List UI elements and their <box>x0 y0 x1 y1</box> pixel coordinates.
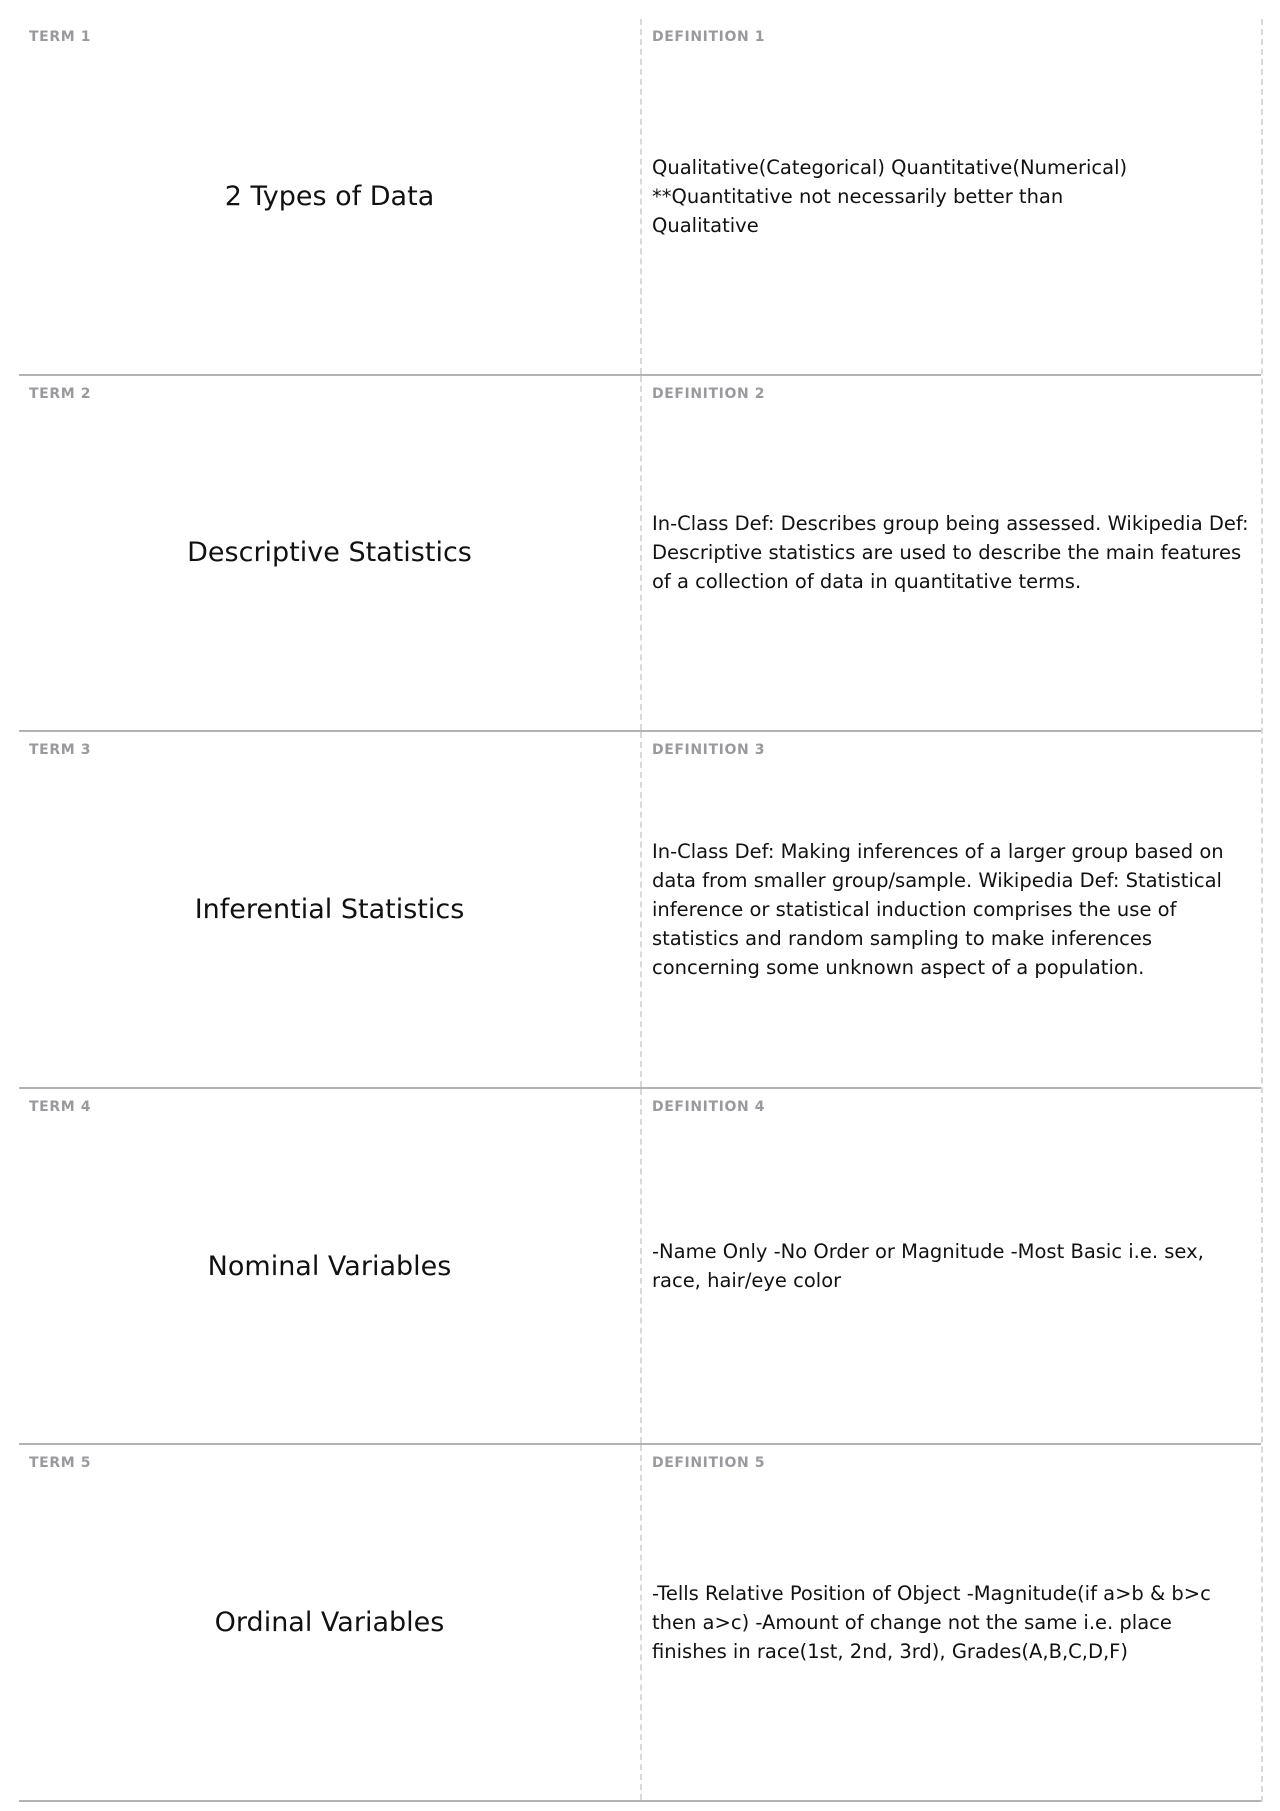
definition-cell <box>642 376 1261 731</box>
term-text: Inferential Statistics <box>194 893 465 925</box>
definition-text: In-Class Def: Describes group being assessed. Wikipedia Def: Descriptive statistics are used to describe the main features of a collection of data in quantitative terms. <box>652 512 1249 594</box>
definition-text: Qualitative(Categorical) Quantitative(Numerical) **Quantitative not necessarily better than Qualitative <box>652 155 1128 237</box>
definition-cell <box>642 19 1261 374</box>
definition-cell <box>642 732 1261 1087</box>
definition-label: DEFINITION 5 <box>652 1455 766 1472</box>
term-label: TERM 3 <box>29 742 92 759</box>
definition-text-wrap <box>652 1445 1251 1800</box>
flashcard-sheet <box>19 19 1263 1802</box>
term-text: Ordinal Variables <box>214 1607 445 1639</box>
flashcard-row <box>19 732 1261 1089</box>
term-cell <box>19 1445 642 1800</box>
definition-text-wrap <box>652 1089 1251 1444</box>
flashcard-row <box>19 376 1261 733</box>
definition-label: DEFINITION 3 <box>652 742 766 759</box>
definition-text-wrap <box>652 19 1251 374</box>
definition-text: -Tells Relative Position of Object -Magnitude(if a>b & b>c then a>c) -Amount of change not the same i.e. place finishes in race(1st, 2nd, 3rd), Grades(A,B,C,D,F) <box>652 1582 1211 1664</box>
term-label: TERM 1 <box>29 29 92 45</box>
definition-cell <box>642 1445 1261 1800</box>
definition-cell <box>642 1089 1261 1444</box>
term-cell <box>19 1089 642 1444</box>
term-text: Descriptive Statistics <box>187 537 472 569</box>
definition-text-wrap <box>652 376 1251 731</box>
definition-text: In-Class Def: Making inferences of a larger group based on data from smaller group/sample. Wikipedia Def: Statistical inference or statistical induction comprises the use of statistics and random sampling to make inferences concerning some unknown aspect of a population. <box>652 839 1224 979</box>
definition-label: DEFINITION 2 <box>652 385 766 402</box>
flashcard-row <box>19 1089 1261 1446</box>
term-cell <box>19 19 642 374</box>
definition-label: DEFINITION 4 <box>652 1098 766 1115</box>
definition-label: DEFINITION 1 <box>652 29 766 45</box>
term-cell <box>19 376 642 731</box>
flashcard-row <box>19 19 1261 376</box>
term-label: TERM 2 <box>29 385 92 402</box>
term-text: Nominal Variables <box>207 1250 452 1282</box>
term-label: TERM 5 <box>29 1455 92 1472</box>
flashcard-row <box>19 1445 1261 1802</box>
term-cell <box>19 732 642 1087</box>
definition-text-wrap <box>652 732 1251 1087</box>
term-text: 2 Types of Data <box>224 180 435 212</box>
definition-text: -Name Only -No Order or Magnitude -Most Basic i.e. sex, race, hair/eye color <box>652 1240 1204 1293</box>
term-label: TERM 4 <box>29 1098 92 1115</box>
